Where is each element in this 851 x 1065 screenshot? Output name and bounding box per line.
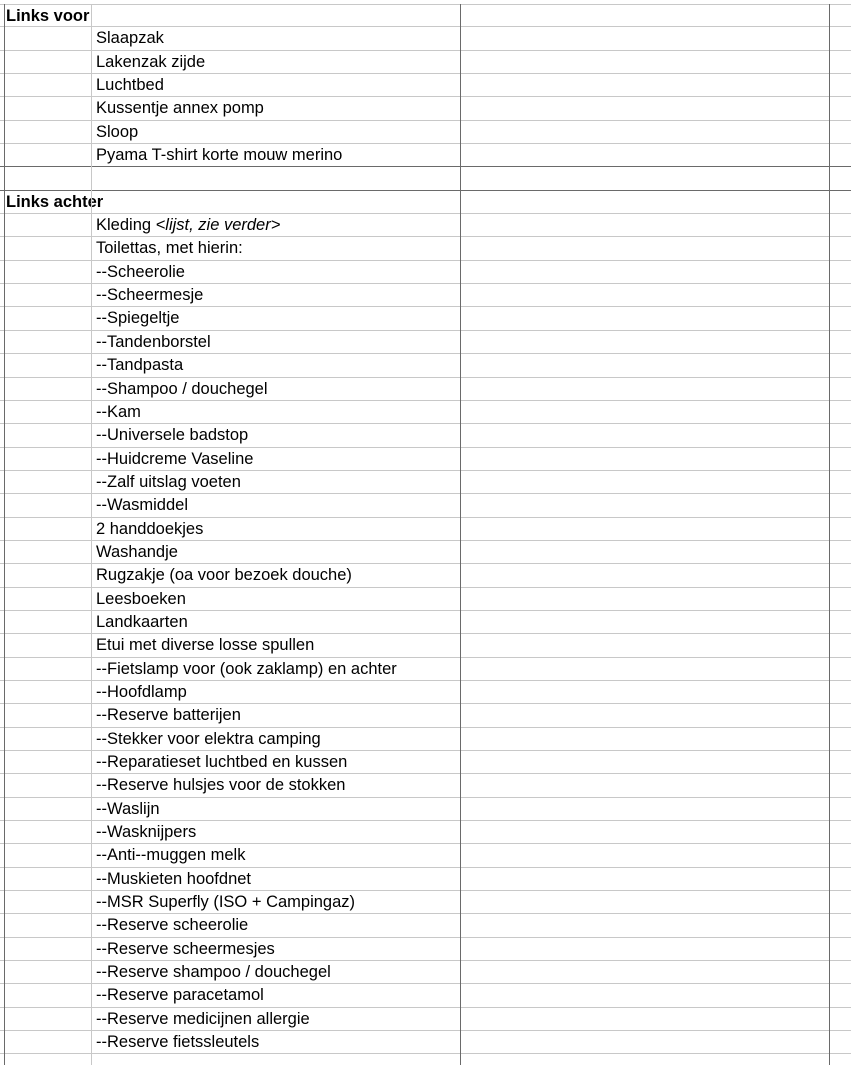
table-row[interactable]	[0, 494, 851, 517]
empty-cell[interactable]	[461, 237, 851, 259]
item-cell[interactable]: --Reserve fietssleutels	[96, 1033, 260, 1052]
item-cell[interactable]: --Reserve batterijen	[96, 706, 241, 725]
section-header-row[interactable]	[0, 4, 851, 27]
item-cell[interactable]: --Stekker voor elektra camping	[96, 729, 321, 748]
table-row[interactable]	[0, 751, 851, 774]
table-row[interactable]	[0, 471, 851, 494]
empty-cell[interactable]	[4, 471, 90, 493]
empty-cell[interactable]	[461, 611, 851, 633]
empty-cell[interactable]	[461, 844, 851, 866]
table-row[interactable]	[0, 1008, 851, 1031]
table-row[interactable]	[0, 97, 851, 120]
empty-cell[interactable]	[4, 378, 90, 400]
item-cell[interactable]: --Muskieten hoofdnet	[96, 869, 252, 888]
table-row[interactable]	[0, 424, 851, 447]
empty-cell[interactable]	[461, 471, 851, 493]
table-row[interactable]	[0, 331, 851, 354]
item-cell[interactable]: --Tandenborstel	[96, 332, 211, 351]
empty-cell[interactable]	[461, 518, 851, 540]
table-row[interactable]	[0, 564, 851, 587]
empty-cell[interactable]	[4, 51, 90, 73]
section-title[interactable]: Links voor	[6, 7, 90, 25]
table-row[interactable]	[0, 658, 851, 681]
item-cell[interactable]: --Spiegeltje	[96, 309, 180, 328]
empty-cell[interactable]	[4, 588, 90, 610]
empty-cell[interactable]	[461, 261, 851, 283]
item-cell[interactable]: --Reserve scheerolie	[96, 916, 249, 935]
empty-cell[interactable]	[461, 891, 851, 913]
item-cell[interactable]: --Universele badstop	[96, 426, 249, 445]
item-cell[interactable]: --Reserve medicijnen allergie	[96, 1009, 310, 1028]
item-cell-kleding[interactable]	[92, 214, 460, 236]
empty-cell[interactable]	[4, 121, 90, 143]
empty-cell[interactable]	[461, 214, 851, 236]
empty-cell[interactable]	[461, 728, 851, 750]
empty-cell[interactable]	[461, 284, 851, 306]
empty-cell[interactable]	[4, 821, 90, 843]
item-cell[interactable]: Luchtbed	[96, 76, 164, 95]
grid-line	[829, 4, 830, 1065]
empty-cell[interactable]	[4, 307, 90, 329]
empty-cell[interactable]	[461, 938, 851, 960]
table-row[interactable]	[0, 448, 851, 471]
empty-cell[interactable]	[4, 914, 90, 936]
item-cell[interactable]: --Hoofdlamp	[96, 682, 187, 701]
item-cell[interactable]: --MSR Superfly (ISO + Campingaz)	[96, 893, 356, 912]
empty-cell[interactable]	[461, 167, 851, 189]
table-row[interactable]	[0, 891, 851, 914]
table-row[interactable]	[0, 868, 851, 891]
empty-cell[interactable]	[461, 681, 851, 703]
empty-cell[interactable]	[461, 658, 851, 680]
empty-cell[interactable]	[461, 307, 851, 329]
table-row[interactable]	[0, 27, 851, 50]
empty-cell[interactable]	[4, 401, 90, 423]
empty-cell[interactable]	[461, 541, 851, 563]
table-row[interactable]	[0, 961, 851, 984]
table-row[interactable]	[0, 704, 851, 727]
empty-cell[interactable]	[4, 74, 90, 96]
table-row[interactable]	[0, 401, 851, 424]
item-cell[interactable]: --Tandpasta	[96, 356, 184, 375]
empty-cell[interactable]	[461, 1031, 851, 1053]
table-row[interactable]	[0, 984, 851, 1007]
table-row[interactable]	[0, 634, 851, 657]
empty-cell[interactable]	[461, 401, 851, 423]
item-cell[interactable]: --Reserve shampoo / douchegel	[96, 963, 331, 982]
empty-cell[interactable]	[4, 237, 90, 259]
grid-line	[91, 4, 92, 1065]
empty-cell[interactable]	[4, 494, 90, 516]
empty-cell[interactable]	[461, 914, 851, 936]
empty-cell[interactable]	[4, 868, 90, 890]
spacer-row[interactable]	[0, 167, 851, 190]
empty-cell[interactable]	[461, 144, 851, 166]
empty-cell[interactable]	[461, 331, 851, 353]
table-row[interactable]	[0, 518, 851, 541]
table-row[interactable]	[0, 144, 851, 167]
empty-cell[interactable]	[4, 144, 90, 166]
empty-cell[interactable]	[4, 844, 90, 866]
empty-cell[interactable]	[92, 167, 460, 189]
empty-cell[interactable]	[4, 261, 90, 283]
item-cell[interactable]: --Scheerolie	[96, 262, 185, 281]
empty-cell[interactable]	[461, 634, 851, 656]
empty-cell[interactable]	[4, 284, 90, 306]
empty-cell[interactable]	[4, 984, 90, 1006]
table-row[interactable]	[0, 261, 851, 284]
table-row[interactable]	[0, 51, 851, 74]
table-row[interactable]	[0, 284, 851, 307]
item-cell[interactable]: --Waslijn	[96, 799, 160, 818]
item-cell[interactable]: Pyama T-shirt korte mouw merino	[96, 146, 343, 165]
table-row[interactable]	[0, 914, 851, 937]
item-cell[interactable]: --Wasknijpers	[96, 823, 197, 842]
item-cell[interactable]: --Wasmiddel	[96, 496, 188, 515]
empty-cell[interactable]	[4, 798, 90, 820]
item-cell[interactable]: --Scheermesje	[96, 286, 204, 305]
item-cell[interactable]: Sloop	[96, 122, 139, 141]
empty-cell[interactable]	[4, 167, 90, 189]
table-row[interactable]	[0, 728, 851, 751]
empty-cell[interactable]	[461, 448, 851, 470]
item-cell[interactable]: Landkaarten	[96, 612, 188, 631]
empty-cell[interactable]	[4, 97, 90, 119]
empty-cell[interactable]	[4, 751, 90, 773]
grid-line	[4, 4, 5, 1065]
section-header-row[interactable]	[0, 191, 851, 214]
table-row[interactable]	[0, 541, 851, 564]
empty-cell[interactable]	[461, 798, 851, 820]
item-cell[interactable]: Slaapzak	[96, 29, 164, 48]
item-cell[interactable]: --Shampoo / douchegel	[96, 379, 268, 398]
empty-cell[interactable]	[461, 821, 851, 843]
item-cell[interactable]: --Anti--muggen melk	[96, 846, 246, 865]
empty-cell[interactable]	[4, 938, 90, 960]
empty-cell[interactable]	[4, 634, 90, 656]
empty-cell[interactable]	[4, 214, 90, 236]
item-cell[interactable]: --Reserve hulsjes voor de stokken	[96, 776, 346, 795]
empty-cell[interactable]	[4, 1008, 90, 1030]
item-cell[interactable]: Etui met diverse losse spullen	[96, 636, 315, 655]
empty-cell[interactable]	[4, 424, 90, 446]
empty-cell[interactable]	[4, 448, 90, 470]
table-row[interactable]	[0, 588, 851, 611]
table-row[interactable]	[0, 354, 851, 377]
empty-cell[interactable]	[461, 1008, 851, 1030]
empty-cell[interactable]	[4, 541, 90, 563]
item-cell[interactable]: --Zalf uitslag voeten	[96, 472, 241, 491]
table-row[interactable]	[0, 1031, 851, 1054]
item-cell[interactable]: --Reparatieset luchtbed en kussen	[96, 753, 348, 771]
empty-cell[interactable]	[461, 774, 851, 796]
item-cell[interactable]: --Huidcreme Vaseline	[96, 449, 254, 468]
table-row[interactable]	[0, 821, 851, 844]
empty-cell[interactable]	[461, 564, 851, 586]
empty-cell[interactable]	[461, 588, 851, 610]
item-cell[interactable]: Kussentje annex pomp	[96, 99, 264, 118]
item-cell[interactable]: --Reserve scheermesjes	[96, 939, 275, 958]
empty-cell[interactable]	[461, 961, 851, 983]
empty-cell[interactable]	[461, 74, 851, 96]
item-cell[interactable]: --Reserve paracetamol	[96, 986, 264, 1005]
table-row[interactable]	[0, 774, 851, 797]
empty-cell[interactable]	[4, 564, 90, 586]
kleding-label: Kleding	[96, 216, 156, 235]
empty-cell[interactable]	[461, 97, 851, 119]
grid-line	[460, 4, 461, 1065]
kleding-reference: <lijst, zie verder>	[155, 216, 281, 235]
table-row[interactable]	[0, 307, 851, 330]
item-cell[interactable]: Rugzakje (oa voor bezoek douche)	[96, 566, 352, 585]
table-row[interactable]	[0, 121, 851, 144]
empty-cell[interactable]	[461, 494, 851, 516]
table-row[interactable]	[0, 74, 851, 97]
empty-cell[interactable]	[461, 5, 851, 26]
empty-cell[interactable]	[4, 331, 90, 353]
item-cell[interactable]: Toilettas, met hierin:	[96, 239, 243, 258]
table-row[interactable]	[0, 844, 851, 867]
empty-cell[interactable]	[461, 51, 851, 73]
empty-cell[interactable]	[4, 354, 90, 376]
empty-cell[interactable]	[461, 354, 851, 376]
spreadsheet-grid	[0, 4, 851, 1054]
item-cell[interactable]: --Fietslamp voor (ook zaklamp) en achter	[96, 659, 397, 678]
empty-cell[interactable]	[461, 704, 851, 726]
table-row[interactable]	[0, 611, 851, 634]
table-row[interactable]	[0, 938, 851, 961]
table-row[interactable]	[0, 237, 851, 260]
table-row[interactable]	[0, 681, 851, 704]
empty-cell[interactable]	[4, 1031, 90, 1053]
empty-cell[interactable]	[461, 191, 851, 213]
section-title[interactable]: Links achter	[6, 192, 104, 211]
empty-cell[interactable]	[4, 658, 90, 680]
item-cell[interactable]: Leesboeken	[96, 589, 186, 608]
item-cell[interactable]: Washandje	[96, 542, 178, 561]
empty-cell[interactable]	[4, 774, 90, 796]
empty-cell[interactable]	[461, 424, 851, 446]
empty-cell[interactable]	[4, 611, 90, 633]
table-row[interactable]	[0, 798, 851, 821]
empty-cell[interactable]	[4, 891, 90, 913]
empty-cell[interactable]	[4, 961, 90, 983]
empty-cell[interactable]	[461, 378, 851, 400]
empty-cell[interactable]	[4, 728, 90, 750]
empty-cell[interactable]	[4, 27, 90, 49]
table-row[interactable]	[0, 378, 851, 401]
item-cell[interactable]: Lakenzak zijde	[96, 52, 206, 71]
item-cell[interactable]: --Kam	[96, 402, 141, 421]
item-cell[interactable]: 2 handdoekjes	[96, 519, 204, 538]
empty-cell[interactable]	[461, 984, 851, 1006]
empty-cell[interactable]	[461, 868, 851, 890]
empty-cell[interactable]	[461, 121, 851, 143]
empty-cell[interactable]	[461, 751, 851, 773]
empty-cell[interactable]	[461, 27, 851, 49]
empty-cell[interactable]	[4, 704, 90, 726]
empty-cell[interactable]	[4, 681, 90, 703]
empty-cell[interactable]	[4, 518, 90, 540]
table-row[interactable]	[0, 214, 851, 237]
